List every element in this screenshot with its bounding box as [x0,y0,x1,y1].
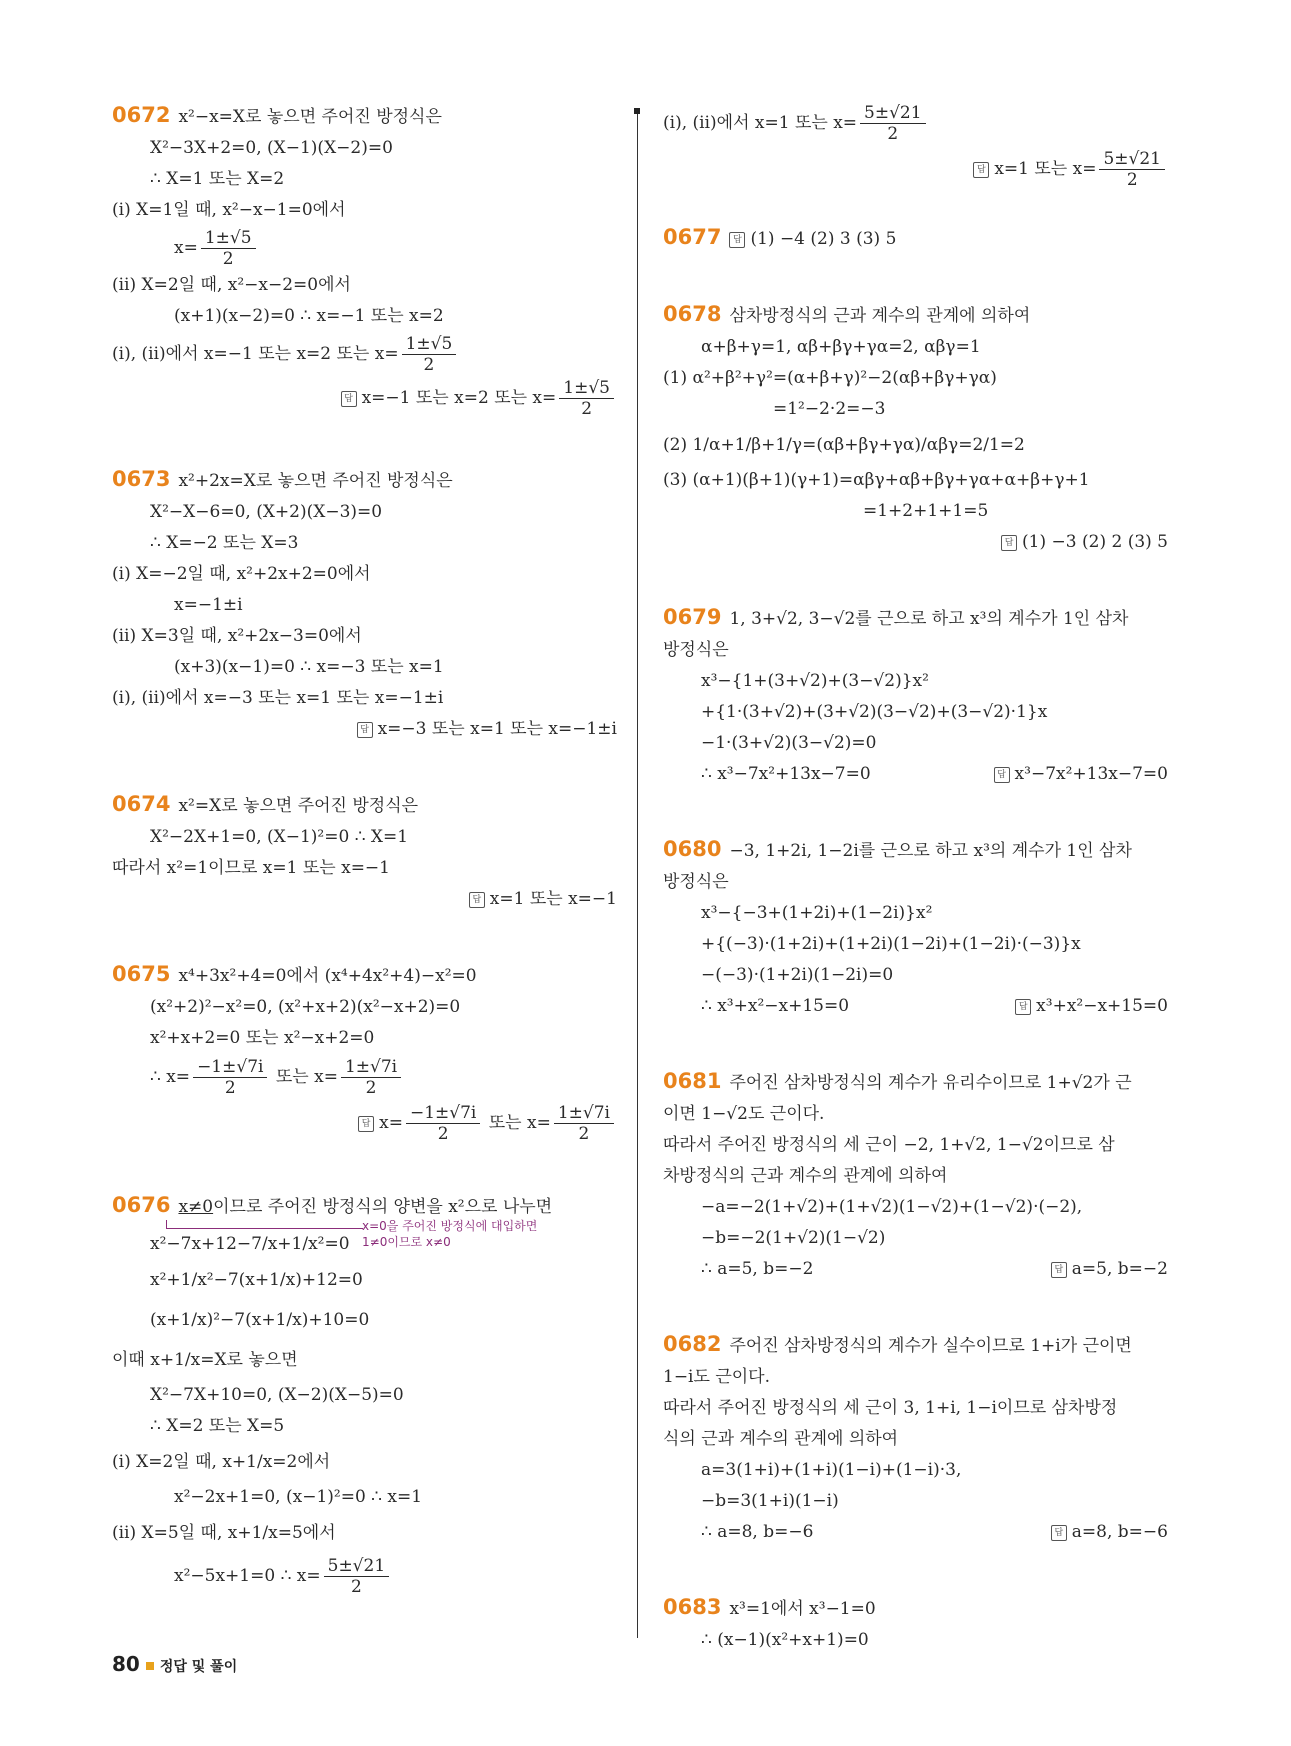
problem-0676: 0676 x≠0이므로 주어진 방정식의 양변을 x²으로 나누면 x=0을 주어진 방정식에 대입하면 1≠0이므로 x≠0 x²−7x+12−7/x+1/x²=0 x²+1/x²−7(x+1/x)+12=0 (x+1/x)²−7(x+1/x)+10=0 이때 x+1/x=X로 놓으면 X²−7X+10=0, (X−2)(X−5)=0 ∴ X=2 또는 X=5 (ⅰ) X=2일 때, x+1/x=2에서 x²−2x+1=0, (x−1)²=0 ∴ x=1 (ⅱ) X=5일 때, x+1/x=5에서 x²−5x+1=0 ∴ x= $\frac{5\pm√21}{2}$ [112,1193,553,1597]
answer: 답 (1) −3 (2) 2 (3) 5 [663,527,1168,558]
problem-number: 0676 [112,1193,171,1217]
problem-0674: 0674 x²=X로 놓으면 주어진 방정식은 X²−2X+1=0, (X−1)²=0 ∴ X=1 따라서 x²=1이므로 x=1 또는 x=−1 답 x=1 또는 x=−1 [112,789,617,915]
problem-0680: 0680 −3, 1+2i, 1−2i를 근으로 하고 x³의 계수가 1인 삼차 방정식은 x³−{−3+(1+2i)+(1−2i)}x² +{(−3)·(1+2i)+(1+2i)(1−2i)+(1−2i)·(−3)}x −(−3)·(1+2i)(1−2i)=0 ∴ x³+x²−x+15=0 답 x³+x²−x+15=0 [663,834,1168,1022]
page-footer [112,1652,237,1676]
answer-icon: 답 [1015,999,1031,1015]
answer-icon: 답 [1051,1525,1067,1541]
problem-0673: 0673 x²+2x=X로 놓으면 주어진 방정식은 X²−X−6=0, (X+2)(X−3)=0 ∴ X=−2 또는 X=3 (ⅰ) X=−2일 때, x²+2x+2=0에서 x=−1±i (ⅱ) X=3일 때, x²+2x−3=0에서 (x+3)(x−1)=0 ∴ x=−3 또는 x=1 (ⅰ), (ⅱ)에서 x=−3 또는 x=1 또는 x=−1±i 답 x=−3 또는 x=1 또는 x=−1±i [112,464,617,745]
fraction: $\frac{-1\pm√7i}{2}$ [193,1057,267,1098]
footer-label: 정답 및 풀이 [159,1659,238,1675]
problem-number: 0673 [112,467,171,491]
answer: 답 x=−3 또는 x=1 또는 x=−1±i [112,714,617,745]
right-column [663,100,1168,1656]
page-number: 80 [112,1652,140,1676]
answer: 답 x³+x²−x+15=0 [1015,991,1168,1022]
answer-icon: 답 [469,892,485,908]
answer: 답 x=1 또는 x=−1 [112,884,617,915]
problem-0681: 0681 주어진 삼차방정식의 계수가 유리수이므로 1+√2가 근 이면 1−√2도 근이다. 따라서 주어진 방정식의 세 근이 −2, 1+√2, 1−√2이므로 삼 차방정식의 근과 계수의 관계에 의하여 −a=−2(1+√2)+(1+√2)(1−√2)+(1−√2)·(−2), −b=−2(1+√2)(1−√2) ∴ a=5, b=−2 답 a=5, b=−2 [663,1066,1168,1285]
answer-icon: 답 [729,232,745,248]
fraction: $\frac{1\pm√7i}{2}$ [341,1057,401,1098]
problem-0678: 0678 삼차방정식의 근과 계수의 관계에 의하여 α+β+γ=1, αβ+βγ+γα=2, αβγ=1 (1) α²+β²+γ²=(α+β+γ)²−2(αβ+βγ+γα) =1²−2·2=−3 (2) 1/α+1/β+1/γ=(αβ+βγ+γα)/αβγ=2/1=2 (3) (α+1)(β+1)(γ+1)=αβγ+αβ+βγ+γα+α+β+γ+1 =1+2+1+1=5 답 (1) −3 (2) 2 (3) 5 [663,299,1168,558]
fraction: $\frac{5\pm√21}{2}$ [324,1556,390,1597]
fraction: $\frac{1\pm√5}{2}$ [559,378,614,419]
answer-icon: 답 [1051,1262,1067,1278]
fraction: $\frac{1\pm√5}{2}$ [402,334,457,375]
problem-number: 0681 [663,1069,722,1093]
answer-icon: 답 [973,162,989,178]
problem-number: 0682 [663,1332,722,1356]
answer-icon: 답 [1001,535,1017,551]
fraction: $\frac{5\pm√21}{2}$ [860,103,926,144]
problem-number: 0675 [112,962,171,986]
annotation-connector [166,1220,363,1229]
answer: 답 x=1 또는 x= $\frac{5\pm√21}{2}$ [663,146,1168,192]
problem-0677: 0677 답 (1) −4 (2) 3 (3) 5 [663,225,897,249]
side-note: x=0을 주어진 방정식에 대입하면 1≠0이므로 x≠0 [362,1219,538,1249]
problem-0672: 0672 x²−x=X로 놓으면 주어진 방정식은 X²−3X+2=0, (X−1)(X−2)=0 ∴ X=1 또는 X=2 (ⅰ) X=1일 때, x²−x−1=0에서 x= $\frac{1\pm√5}{2}$ (ⅱ) X=2일 때, x²−x−2=0에서 (x+1)(x−2)=0 ∴ x=−1 또는 x=2 (ⅰ), (ⅱ)에서 x=−1 또는 x=2 또는 x= $\frac{1\pm√5}{2}$ 답 x=−1 또는 x=2 또는 x= $\frac{1\pm√5}{2}$ [112,100,617,420]
left-column [112,100,617,1599]
answer: 답 a=8, b=−6 [1051,1517,1168,1548]
answer-icon: 답 [357,722,373,738]
answer: 답 a=5, b=−2 [1051,1254,1168,1285]
problem-number: 0672 [112,103,171,127]
answer: 답 x³−7x²+13x−7=0 [994,759,1168,790]
column-divider [637,108,638,1638]
answer-icon: 답 [358,1116,374,1132]
footer-square-icon [146,1662,154,1670]
problem-0683: 0683 x³=1에서 x³−1=0 ∴ (x−1)(x²+x+1)=0 [663,1595,876,1650]
fraction: $\frac{1\pm√7i}{2}$ [554,1103,614,1144]
fraction: $\frac{-1\pm√7i}{2}$ [406,1103,480,1144]
problem-0675: 0675 x⁴+3x²+4=0에서 (x⁴+4x²+4)−x²=0 (x²+2)²−x²=0, (x²+x+2)(x²−x+2)=0 x²+x+2=0 또는 x²−x+2=0 ∴ x= $\frac{-1\pm√7i}{2}$ 또는 x= $\frac{1\pm√7i}{2}$ 답 x= $\frac{-1\pm√7i}{2}$ 또는 x= $\frac{1\pm√7i}{2}$ [112,959,617,1146]
problem-0676-continued: (ⅰ), (ⅱ)에서 x=1 또는 x= $\frac{5\pm√21}{2}$ 답 x=1 또는 x= $\frac{5\pm√21}{2}$ [663,100,1168,192]
problem-number: 0680 [663,837,722,861]
answer: 답 x= $\frac{-1\pm√7i}{2}$ 또는 x= $\frac{1\pm√7i}{2}$ [112,1100,617,1146]
problem-0682: 0682 주어진 삼차방정식의 계수가 실수이므로 1+i가 근이면 1−i도 근이다. 따라서 주어진 방정식의 세 근이 3, 1+i, 1−i이므로 삼차방정 식의 근과 계수의 관계에 의하여 a=3(1+i)+(1+i)(1−i)+(1−i)·3, −b=3(1+i)(1−i) ∴ a=8, b=−6 답 a=8, b=−6 [663,1329,1168,1548]
fraction: $\frac{5\pm√21}{2}$ [1099,149,1165,190]
problem-number: 0678 [663,302,722,326]
problem-number: 0679 [663,605,722,629]
answer-icon: 답 [994,767,1010,783]
answer: 답 x=−1 또는 x=2 또는 x= $\frac{1\pm√5}{2}$ [112,376,617,420]
problem-number: 0677 [663,225,722,249]
problem-0679: 0679 1, 3+√2, 3−√2를 근으로 하고 x³의 계수가 1인 삼차 방정식은 x³−{1+(3+√2)+(3−√2)}x² +{1·(3+√2)+(3+√2)(3−√2)+(3−√2)·1}x −1·(3+√2)(3−√2)=0 ∴ x³−7x²+13x−7=0 답 x³−7x²+13x−7=0 [663,602,1168,790]
problem-number: 0674 [112,792,171,816]
problem-number: 0683 [663,1595,722,1619]
column-divider-marker [634,108,640,114]
answer-icon: 답 [341,391,357,407]
fraction: $\frac{1\pm√5}{2}$ [201,228,256,269]
